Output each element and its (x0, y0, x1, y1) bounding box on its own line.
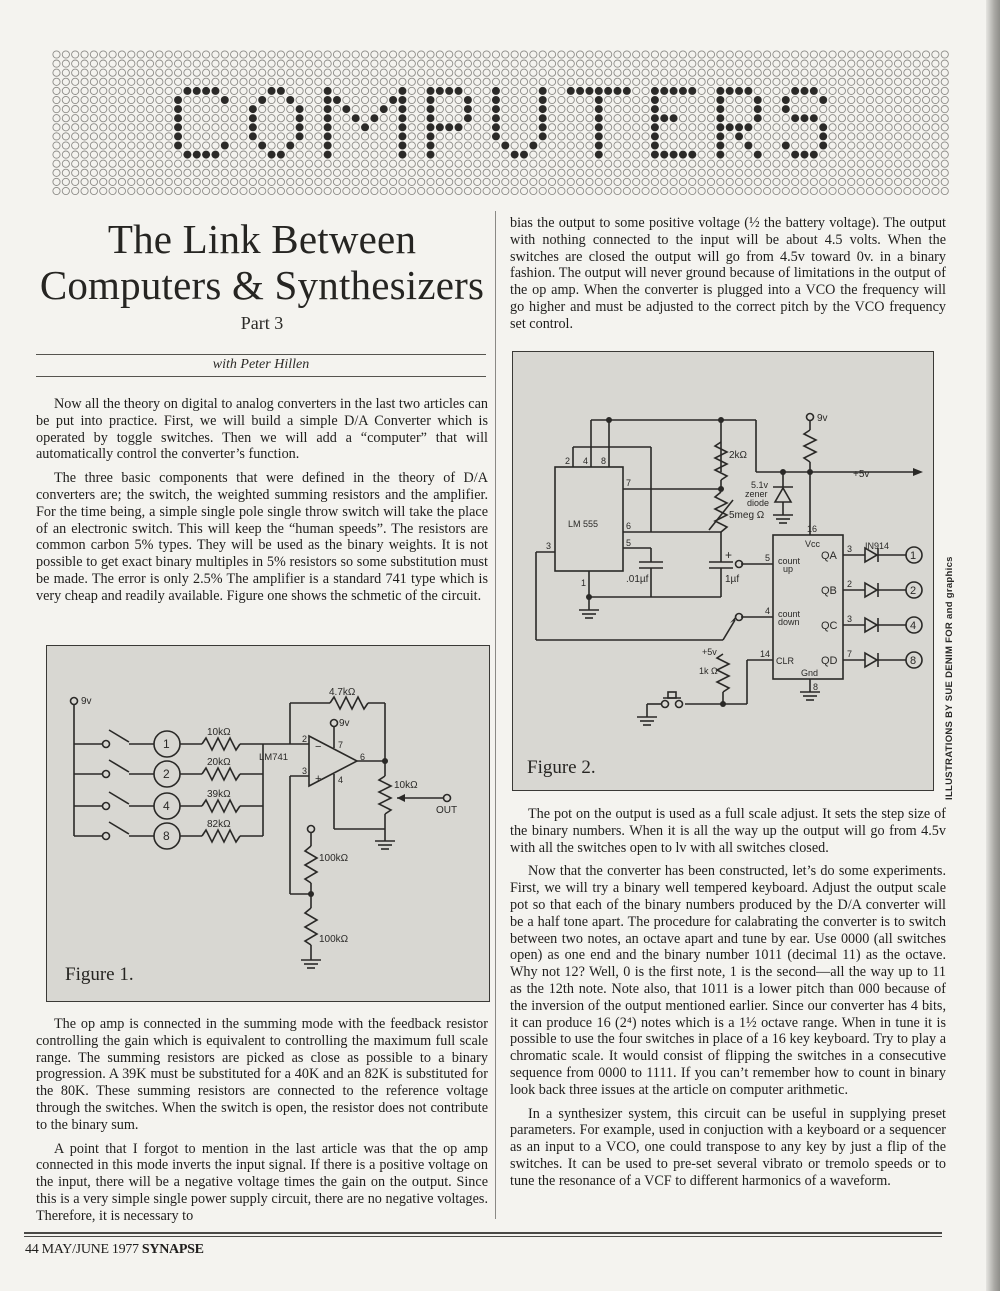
fig1-opamp-supply-label: 9v (339, 718, 350, 729)
fig2-output-name: QC (821, 620, 838, 632)
fig1-pot-label: 10kΩ (394, 780, 418, 791)
fig2-zener-2: zener (745, 489, 768, 499)
issue-date: MAY/JUNE 1977 (41, 1242, 139, 1257)
fig1-pin-6: 6 (360, 752, 366, 762)
figure-2 (512, 351, 934, 791)
fig2-rail: +5v (853, 469, 870, 480)
paragraph: In a synthesizer system, this circuit can be useful in supplying preset parameters. For example, used in conjuction with a keyboard or a sequencer as an input to a VCO, one could transpose to any key by just a flip of the switches. It can be used to pre-set several vibrato or tremolo speeds or to tune the resonance of a VCF to different harmonics of a waveform. (510, 1105, 946, 1189)
fig2-output-weight: 1 (910, 550, 917, 562)
paragraph: The op amp is connected in the summing mode with the feedback resistor controlling the gain which is equivalent to controlling the maximum full scale range. The summing resistors are picked as close as possible to a binary progression. A 39K must be substituted for a 40K and an 82K is substituted for the 80K. These summing resistors are connected to the reference voltage through the switches. When the switch is open, the resistor does not contribute to the binary sum. (36, 1016, 488, 1133)
fig2-zener-1: 5.1v (751, 480, 769, 490)
fig2-clr-pin: 14 (760, 649, 771, 659)
fig2-supply: 9v (817, 413, 828, 424)
article-title-line-2: Computers & Synthesizers (39, 262, 485, 308)
fig2-cap-big: 1µf (725, 574, 740, 585)
paragraph: The pot on the output is used as a full scale adjust. It sets the step size of the binary numbers. When it is all the way up the output will go from 4.5v with all the switches open to lv with all switches closed. (510, 806, 946, 856)
fig2-pin-1: 1 (581, 578, 587, 588)
figure-1-caption: Figure 1. (65, 964, 134, 985)
fig2-up-2: up (783, 564, 794, 574)
fig2-output-pin: 3 (847, 614, 853, 624)
magazine-name: SYNAPSE (141, 1242, 204, 1257)
fig1-weight-label: 8 (163, 829, 170, 843)
fig2-output-pin: 3 (847, 544, 853, 554)
fig2-pin-4: 4 (583, 456, 589, 466)
fig2-output-weight: 8 (910, 655, 917, 667)
fig1-bias-resistor-1: 100kΩ (319, 853, 349, 864)
fig1-weight-label: 4 (163, 799, 170, 813)
fig2-pin-2: 2 (565, 456, 571, 466)
computers-dot-matrix-heading (52, 50, 952, 200)
fig2-pin-3: 3 (546, 541, 552, 551)
page-number: 44 (25, 1242, 39, 1257)
figure-2-caption: Figure 2. (527, 757, 596, 778)
fig2-gnd: Gnd (801, 668, 819, 678)
fig1-bias-resistor-2: 100kΩ (319, 934, 349, 945)
fig1-weight-label: 2 (163, 767, 170, 781)
fig2-reset-resistor: 1k Ω (699, 666, 718, 676)
fig2-pin-6: 6 (626, 521, 632, 531)
byline: with Peter Hillen (212, 357, 310, 372)
fig1-input-resistor-label: 20kΩ (207, 757, 231, 768)
column-divider (495, 211, 496, 1219)
figure-2-schematic (513, 352, 933, 790)
fig2-vcc-pin: 16 (807, 524, 818, 534)
fig2-output-name: QA (821, 550, 837, 562)
fig2-r-timing: 2kΩ (729, 450, 748, 461)
fig2-up-1: count (778, 556, 801, 566)
fig2-up-pin: 5 (765, 553, 771, 563)
fig2-timer-label: LM 555 (568, 519, 599, 529)
left-column-bottom-text (36, 1016, 488, 1232)
paragraph: A point that I forgot to mention in the last article was that the op amp connected in this mode inverts the input signal. If there is a positive voltage on the input, there will be a negative voltage times the gain on the output. Since this is a very simple single power supply circuit, there are no negative voltages. Therefore, it is necessary to (36, 1140, 488, 1224)
article-title-line-1: The Link Between (107, 216, 417, 262)
illustration-credit: ILLUSTRATIONS BY SUE DENIM FOR and graphics (944, 556, 955, 800)
byline-rule-top (36, 354, 486, 355)
right-column-top-text (510, 215, 946, 340)
left-column-top-text (36, 396, 488, 612)
fig2-clr: CLR (776, 656, 795, 666)
fig2-output-pin: 2 (847, 579, 853, 589)
fig2-down-pin: 4 (765, 606, 771, 616)
fig1-minus: − (315, 741, 322, 753)
fig2-down-2: down (778, 617, 800, 627)
fig1-weight-label: 1 (163, 737, 170, 751)
figure-1 (46, 645, 490, 1002)
fig2-pin-7: 7 (626, 478, 632, 488)
fig2-vcc: Vcc (805, 539, 821, 549)
fig2-diode-label: IN914 (865, 541, 890, 551)
fig1-output-label: OUT (436, 805, 458, 816)
fig1-opamp-label: LM741 (259, 752, 289, 763)
byline-rule-bottom (36, 376, 486, 377)
fig2-output-pin: 7 (847, 649, 853, 659)
fig1-pin-2: 2 (302, 734, 308, 744)
fig2-pin-8: 8 (601, 456, 607, 466)
paragraph: Now all the theory on digital to analog converters in the last two articles can be put into practice. First, we will build a simple D/A Converter which is operated by toggle switches. Then we will add a “computer” that will automatically control the converter’s function. (36, 396, 488, 463)
fig1-feedback-label: 4.7kΩ (329, 687, 356, 698)
fig1-supply-label: 9v (81, 696, 92, 707)
fig2-pot-timing: 5meg Ω (729, 510, 765, 521)
fig2-output-weight: 2 (910, 585, 917, 597)
article-part: Part 3 (240, 313, 284, 333)
fig2-output-weight: 4 (910, 620, 917, 632)
figure-1-schematic (47, 646, 489, 1001)
page-edge-shadow (986, 0, 1000, 1291)
footer-rule-thick (24, 1232, 942, 1234)
fig2-zener-3: diode (747, 498, 770, 508)
fig2-cap-small: .01µf (626, 574, 649, 585)
fig2-cap-plus: + (725, 548, 733, 562)
paragraph: The three basic components that were defined in the theory of D/A converters are; the switch, the weighted summing resistors and the amplifier. For the time being, a simple single pole single throw switch will take the place of an electronic switch. This will keep the “human speeds”. The resistors are common carbon 5% types. They will be used as the binary weights. It is not possible to get exact binary multiples in 5% resistors so some substitution must be made. The error is only 2.5% The amplifier is a standard 741 type which is very cheap and readily available. Figure one shows the schmetic of the circuit. (36, 470, 488, 604)
fig2-output-name: QD (821, 655, 838, 667)
fig1-input-resistor-label: 82kΩ (207, 819, 231, 830)
fig2-output-name: QB (821, 585, 837, 597)
footer-rule-thin (24, 1236, 942, 1237)
fig2-pin-5: 5 (626, 538, 632, 548)
fig1-pin-3: 3 (302, 766, 308, 776)
fig2-reset-supply: +5v (702, 647, 717, 657)
paragraph: bias the output to some positive voltage (½ the battery voltage). The output with nothing connected to the input will be about 4.5 volts. When the switches are closed the output will go from 4.5v toward 0v. in a binary fashion. The output will never ground because of limitations in the output of the op amp. When the converter is plugged into a VCO the frequency will go higher and must be adjusted to the correct pitch by the VCO frequency set control. (510, 215, 946, 332)
dot-matrix-banner (52, 50, 952, 200)
right-column-bottom-text (510, 806, 946, 1197)
paragraph: Now that the converter has been constructed, let’s do some experiments. First, we will try a binary well tempered keyboard. Adjust the output scale pot so that each of the binary numbers produced by the D/A converter will be a half tone apart. The procedure for calabrating the converter is to switch between two notes, an octave apart and tune by ear. Use 0000 (all switches open) as one end and the binary number 1011 (decimal 11) as the octave. Why not 12? Well, 0 is the first note, 1 is the second—all the way up to 11 as the 12th note. Note also, that 1011 is a lower pitch than 000 because of the inversion of the output mentioned earlier. Since our converter has 4 bits, it can produce 16 (2⁴) notes which is a 1½ octave range. When in tune it is possible to use the four switches in place of a 16 key keyboard. Try to play a chromatic scale. It would consist of flipping the switches in a consecutive sequence from 0000 to 1111. If you can’t remember how to count in binary look back three issues at the article on computer arithmetic. (510, 863, 946, 1098)
fig1-input-resistor-label: 10kΩ (207, 727, 231, 738)
fig1-input-resistor-label: 39kΩ (207, 789, 231, 800)
fig1-pin-7: 7 (338, 740, 344, 750)
page-footer (25, 1242, 204, 1258)
fig2-down-1: count (778, 609, 801, 619)
fig2-gnd-pin: 8 (813, 682, 819, 692)
fig1-pin-4: 4 (338, 775, 344, 785)
fig1-plus: + (315, 773, 322, 785)
